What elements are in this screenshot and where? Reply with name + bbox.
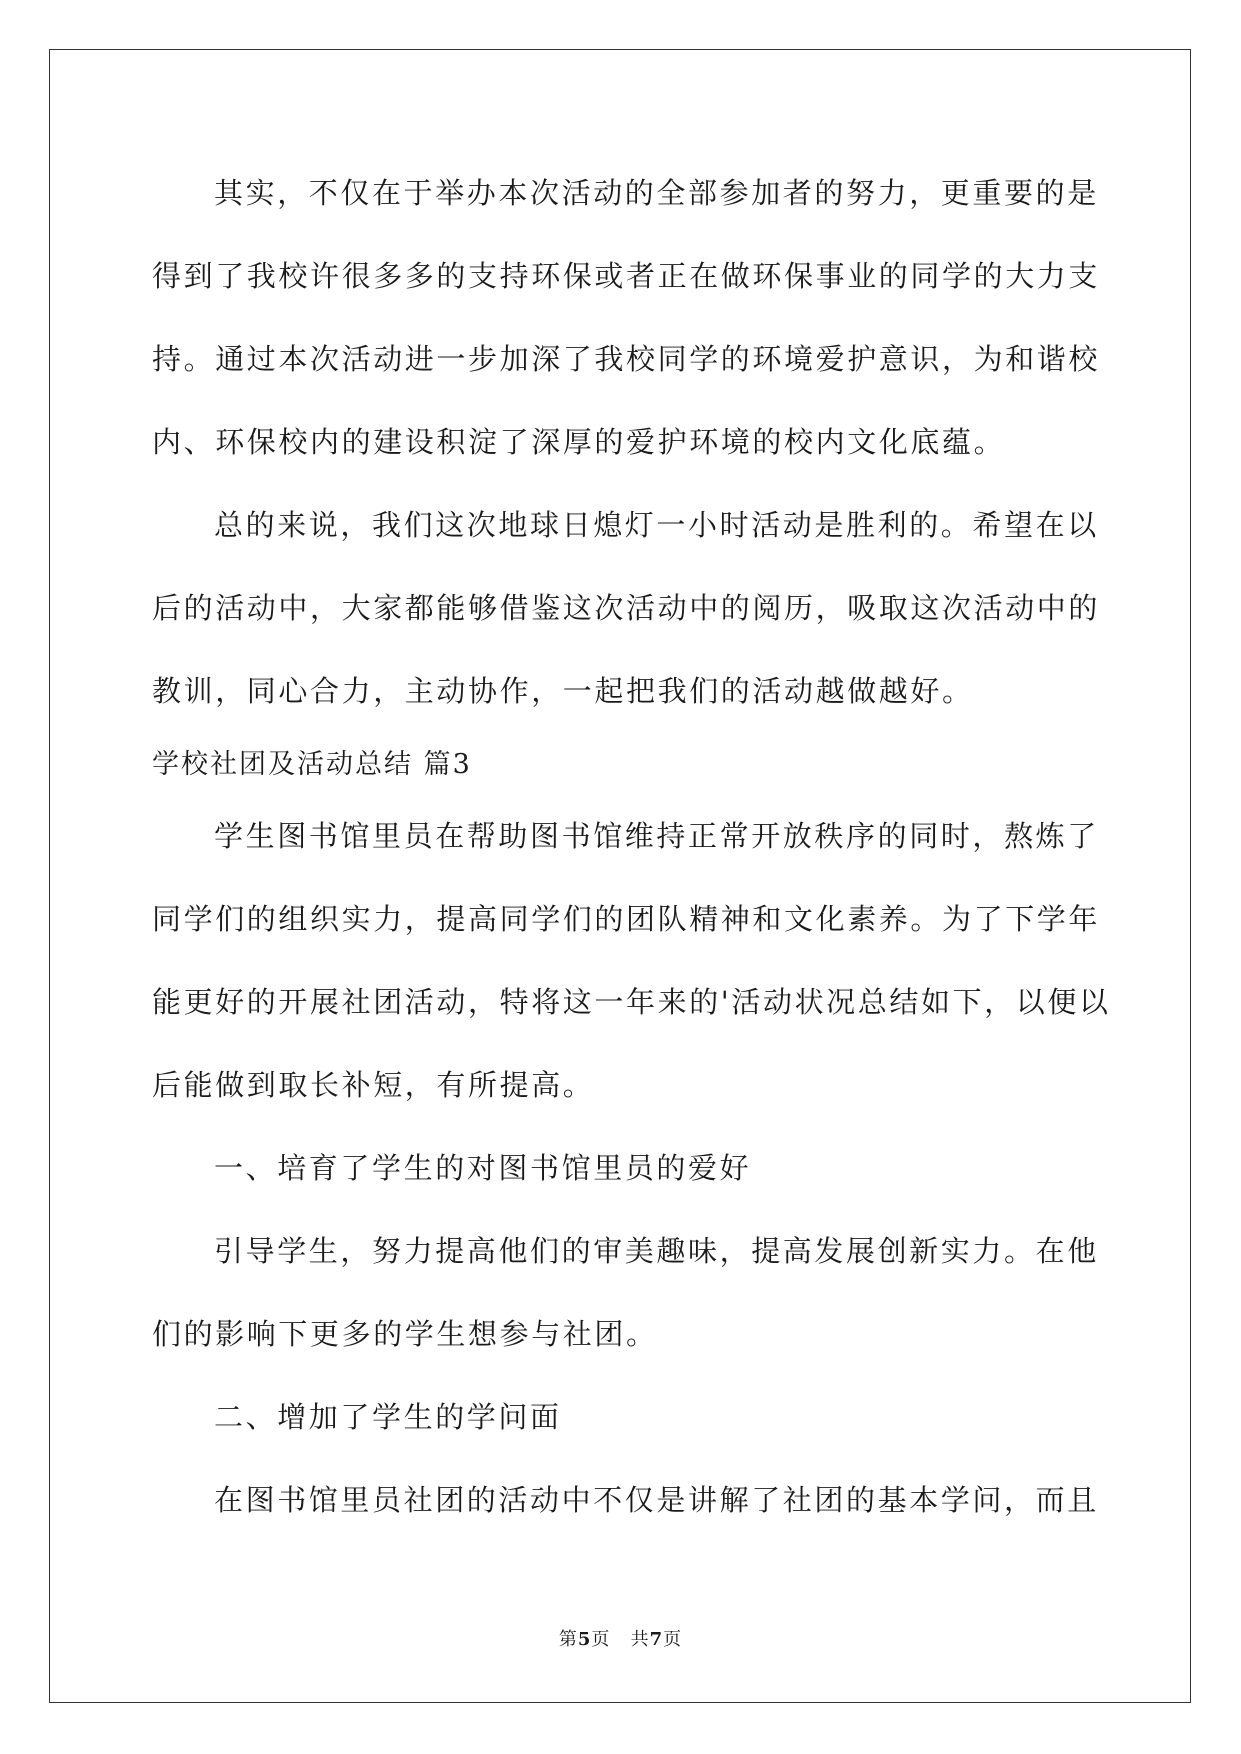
paragraph-line: 后的活动中，大家都能够借鉴这次活动中的阅历，吸取这次活动中的 — [152, 591, 1101, 625]
paragraph-line: 引导学生，努力提高他们的审美趣味，提高发展创新实力。在他 — [214, 1234, 1099, 1268]
paragraph-line: 得到了我校许很多多的支持环保或者正在做环保事业的同学的大力支 — [152, 259, 1101, 293]
paragraph-line: 内、环保校内的建设积淀了深厚的爱护环境的校内文化底蕴。 — [152, 425, 1006, 459]
paragraph-line: 总的来说，我们这次地球日熄灯一小时活动是胜利的。希望在以 — [214, 508, 1099, 542]
page-number: 5 — [577, 1629, 592, 1650]
page-border — [49, 49, 1191, 1703]
total-suffix: 页 — [663, 1629, 683, 1650]
paragraph-line: 学生图书馆里员在帮助图书馆维持正常开放秩序的同时，熬炼了 — [214, 819, 1099, 853]
page-prefix: 第 — [558, 1629, 578, 1650]
page-footer — [0, 1628, 1241, 1652]
paragraph-line: 后能做到取长补短，有所提高。 — [152, 1068, 595, 1102]
paragraph-line: 教训，同心合力，主动协作，一起把我们的活动越做越好。 — [152, 674, 974, 708]
paragraph-line: 能更好的开展社团活动，特将这一年来的'活动状况总结如下，以便以 — [152, 985, 1111, 1019]
total-pages: 7 — [649, 1629, 664, 1650]
paragraph-line: 在图书馆里员社团的活动中不仅是讲解了社团的基本学问，而且 — [214, 1483, 1099, 1517]
section-heading: 学校社团及活动总结 篇3 — [152, 749, 472, 780]
subheading-line: 二、增加了学生的学问面 — [214, 1400, 562, 1434]
subheading-line: 一、培育了学生的对图书馆里员的爱好 — [214, 1151, 752, 1185]
paragraph-line: 们的影响下更多的学生想参与社团。 — [152, 1317, 658, 1351]
page-suffix: 页 — [591, 1629, 611, 1650]
paragraph-line: 持。通过本次活动进一步加深了我校同学的环境爱护意识，为和谐校 — [152, 342, 1101, 376]
total-prefix: 共 — [630, 1629, 650, 1650]
paragraph-line: 同学们的组织实力，提高同学们的团队精神和文化素养。为了下学年 — [152, 902, 1101, 936]
paragraph-line: 其实，不仅在于举办本次活动的全部参加者的努力，更重要的是 — [214, 176, 1099, 210]
